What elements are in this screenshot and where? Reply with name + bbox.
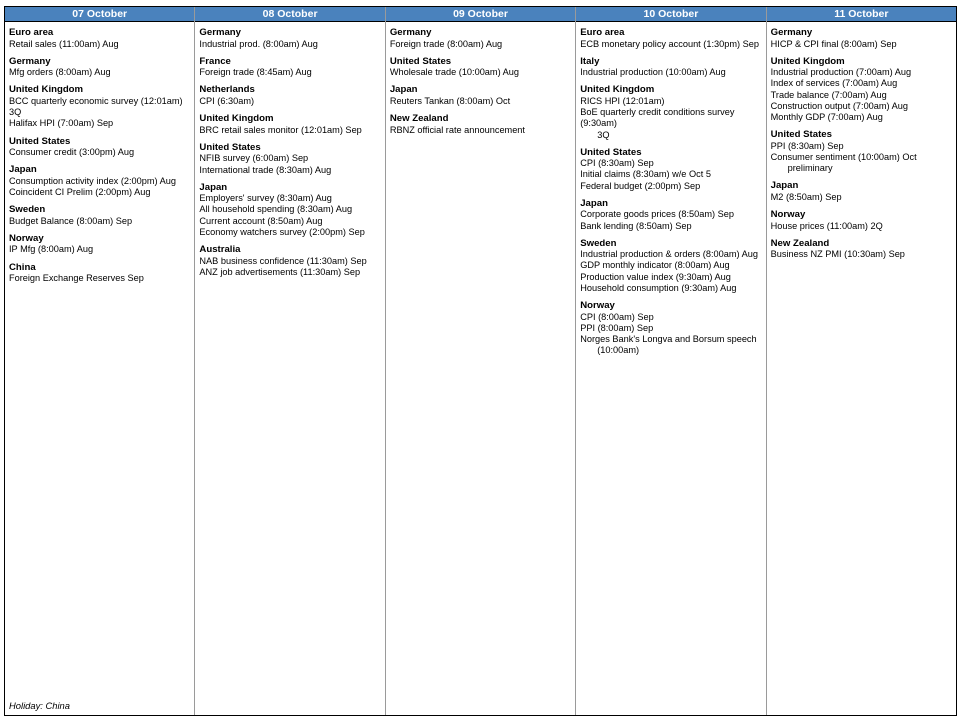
- holiday-note: Holiday: China: [9, 700, 70, 711]
- country-block: [580, 56, 761, 79]
- calendar-event: NAB business confidence (11:30am) Sep: [199, 255, 367, 266]
- country-name: France: [199, 55, 231, 67]
- day-header: 07 October: [5, 7, 194, 22]
- calendar-event: Consumption activity index (2:00pm) Aug: [9, 175, 176, 186]
- calendar-event: Business NZ PMI (10:30am) Sep: [770, 249, 905, 260]
- country-block: [580, 198, 761, 232]
- country-block: [199, 142, 380, 176]
- calendar-event: Construction output (7:00am) Aug: [770, 100, 909, 111]
- country-block: [199, 113, 380, 136]
- calendar-day-column: [767, 7, 956, 715]
- calendar-day-column: [576, 7, 766, 715]
- calendar-event: Consumer credit (3:00pm) Aug: [9, 147, 135, 158]
- day-body: [5, 22, 194, 715]
- country-block: [9, 233, 190, 256]
- calendar-day-column: [5, 7, 195, 715]
- country-block: [199, 27, 380, 50]
- calendar-event: Budget Balance (8:00am) Sep: [9, 215, 133, 226]
- country-block: [580, 84, 761, 140]
- country-block: [771, 56, 952, 124]
- calendar-event: GDP monthly indicator (8:00am) Aug: [580, 260, 730, 271]
- calendar-event: Consumer sentiment (10:00am) Oct: [770, 151, 917, 162]
- country-block: [580, 27, 761, 50]
- calendar-event: CPI (8:30am) Sep: [580, 158, 654, 169]
- calendar-day-column: [195, 7, 385, 715]
- calendar-event: BCC quarterly economic survey (12:01am) 3Q: [9, 95, 183, 118]
- country-name: United Kingdom: [199, 113, 274, 125]
- country-block: [390, 27, 571, 50]
- country-name: Germany: [389, 27, 432, 38]
- country-block: [771, 129, 952, 174]
- calendar-event: Current account (8:50am) Aug: [199, 215, 323, 226]
- country-block: [771, 238, 952, 261]
- country-name: Japan: [199, 181, 228, 193]
- calendar-event: House prices (11:00am) 2Q: [770, 220, 883, 231]
- calendar-event: 3Q: [597, 129, 610, 140]
- calendar-event: preliminary: [787, 163, 833, 174]
- calendar-event: CPI (6:30am): [199, 95, 255, 106]
- country-block: [580, 300, 761, 356]
- day-header: 08 October: [195, 7, 384, 22]
- calendar-event: PPI (8:00am) Sep: [580, 322, 654, 333]
- country-name: Norway: [770, 209, 806, 221]
- calendar-event: Trade balance (7:00am) Aug: [770, 89, 887, 100]
- calendar-event: Foreign trade (8:00am) Aug: [389, 38, 503, 49]
- day-header: 10 October: [576, 7, 765, 22]
- calendar-event: Employers' survey (8:30am) Aug: [199, 193, 332, 204]
- country-block: [199, 56, 380, 79]
- country-block: [9, 204, 190, 227]
- calendar-event: Household consumption (9:30am) Aug: [580, 282, 737, 293]
- calendar-event: Monthly GDP (7:00am) Aug: [770, 112, 883, 123]
- calendar-event: IP Mfg (8:00am) Aug: [9, 244, 94, 255]
- calendar-event: Mfg orders (8:00am) Aug: [9, 67, 111, 78]
- country-name: Germany: [770, 27, 813, 38]
- calendar-event: ECB monetary policy account (1:30pm) Sep: [580, 38, 759, 49]
- calendar-event: RBNZ official rate announcement: [389, 124, 525, 135]
- calendar-event: Industrial production (10:00am) Aug: [580, 67, 726, 78]
- calendar-event: Coincident CI Prelim (2:00pm) Aug: [9, 186, 151, 197]
- country-block: [771, 27, 952, 50]
- calendar-event: Retail sales (11:00am) Aug: [9, 38, 119, 49]
- calendar-event: BRC retail sales monitor (12:01am) Sep: [199, 124, 362, 135]
- country-block: [9, 164, 190, 198]
- country-name: Australia: [199, 244, 241, 256]
- country-name: Sweden: [9, 204, 46, 216]
- country-name: United States: [389, 55, 452, 67]
- country-block: [199, 84, 380, 107]
- calendar-event: Reuters Tankan (8:00am) Oct: [389, 95, 511, 106]
- calendar-day-column: [386, 7, 576, 715]
- country-name: Japan: [9, 164, 37, 176]
- country-name: New Zealand: [389, 113, 449, 125]
- day-header: 11 October: [767, 7, 956, 22]
- country-block: [9, 56, 190, 79]
- day-body: [767, 22, 956, 715]
- country-name: Japan: [580, 197, 608, 209]
- calendar-event: Halifax HPI (7:00am) Sep: [9, 118, 114, 129]
- calendar-event: CPI (8:00am) Sep: [580, 311, 654, 322]
- calendar-event: Bank lending (8:50am) Sep: [580, 220, 692, 231]
- day-body: [386, 22, 575, 715]
- country-block: [390, 84, 571, 107]
- country-name: United Kingdom: [580, 84, 655, 96]
- calendar-event: Industrial production (7:00am) Aug: [770, 67, 912, 78]
- calendar-event: Index of services (7:00am) Aug: [770, 78, 898, 89]
- country-block: [771, 209, 952, 232]
- country-name: Euro area: [9, 27, 54, 38]
- calendar-event: Initial claims (8:30am) w/e Oct 5: [580, 169, 711, 180]
- calendar-event: (10:00am): [597, 345, 640, 356]
- country-block: [580, 147, 761, 192]
- calendar-event: PPI (8:30am) Sep: [770, 140, 844, 151]
- country-name: New Zealand: [770, 237, 830, 249]
- calendar-event: Wholesale trade (10:00am) Aug: [389, 67, 520, 78]
- country-name: United States: [199, 141, 261, 153]
- country-block: [390, 56, 571, 79]
- calendar-event: HICP & CPI final (8:00am) Sep: [770, 38, 897, 49]
- country-name: United States: [770, 129, 832, 141]
- day-body: [576, 22, 765, 715]
- country-name: United States: [9, 135, 71, 147]
- country-block: [9, 84, 190, 129]
- calendar-event: Foreign trade (8:45am) Aug: [199, 67, 312, 78]
- calendar-event: BoE quarterly credit conditions survey (9:30am): [580, 107, 735, 129]
- country-name: Germany: [199, 27, 241, 38]
- country-name: Euro area: [580, 27, 625, 38]
- calendar-event: Foreign Exchange Reserves Sep: [9, 273, 144, 284]
- calendar-event: M2 (8:50am) Sep: [770, 191, 842, 202]
- economic-calendar: [4, 6, 957, 716]
- calendar-event: Federal budget (2:00pm) Sep: [580, 180, 701, 191]
- country-name: Sweden: [580, 237, 617, 249]
- calendar-event: ANZ job advertisements (11:30am) Sep: [199, 266, 361, 277]
- country-block: [771, 180, 952, 203]
- country-name: Italy: [580, 55, 600, 67]
- calendar-event: Economy watchers survey (2:00pm) Sep: [199, 226, 365, 237]
- calendar-event: Production value index (9:30am) Aug: [580, 271, 731, 282]
- country-name: United Kingdom: [770, 55, 845, 67]
- country-block: [199, 244, 380, 278]
- country-name: Netherlands: [199, 84, 255, 96]
- country-block: [199, 182, 380, 238]
- country-block: [9, 136, 190, 159]
- calendar-event: Norges Bank's Longva and Borsum speech: [580, 333, 757, 344]
- country-name: Germany: [9, 55, 51, 67]
- calendar-event: All household spending (8:30am) Aug: [199, 204, 353, 215]
- country-name: United Kingdom: [9, 84, 84, 96]
- calendar-event: Industrial prod. (8:00am) Aug: [199, 38, 318, 49]
- day-body: [195, 22, 384, 715]
- country-name: Norway: [9, 232, 44, 244]
- country-name: Norway: [580, 300, 615, 312]
- country-name: Japan: [389, 84, 418, 96]
- day-header: 09 October: [386, 7, 575, 22]
- country-block: [390, 113, 571, 136]
- country-name: Japan: [770, 180, 799, 192]
- country-name: United States: [580, 146, 642, 158]
- country-name: China: [9, 261, 36, 273]
- country-block: [9, 262, 190, 285]
- country-block: [9, 27, 190, 50]
- country-block: [580, 238, 761, 294]
- calendar-event: Industrial production & orders (8:00am) Aug: [580, 249, 758, 260]
- calendar-event: Corporate goods prices (8:50am) Sep: [580, 209, 734, 220]
- calendar-event: NFIB survey (6:00am) Sep: [199, 153, 309, 164]
- calendar-event: International trade (8:30am) Aug: [199, 164, 332, 175]
- calendar-event: RICS HPI (12:01am): [580, 95, 665, 106]
